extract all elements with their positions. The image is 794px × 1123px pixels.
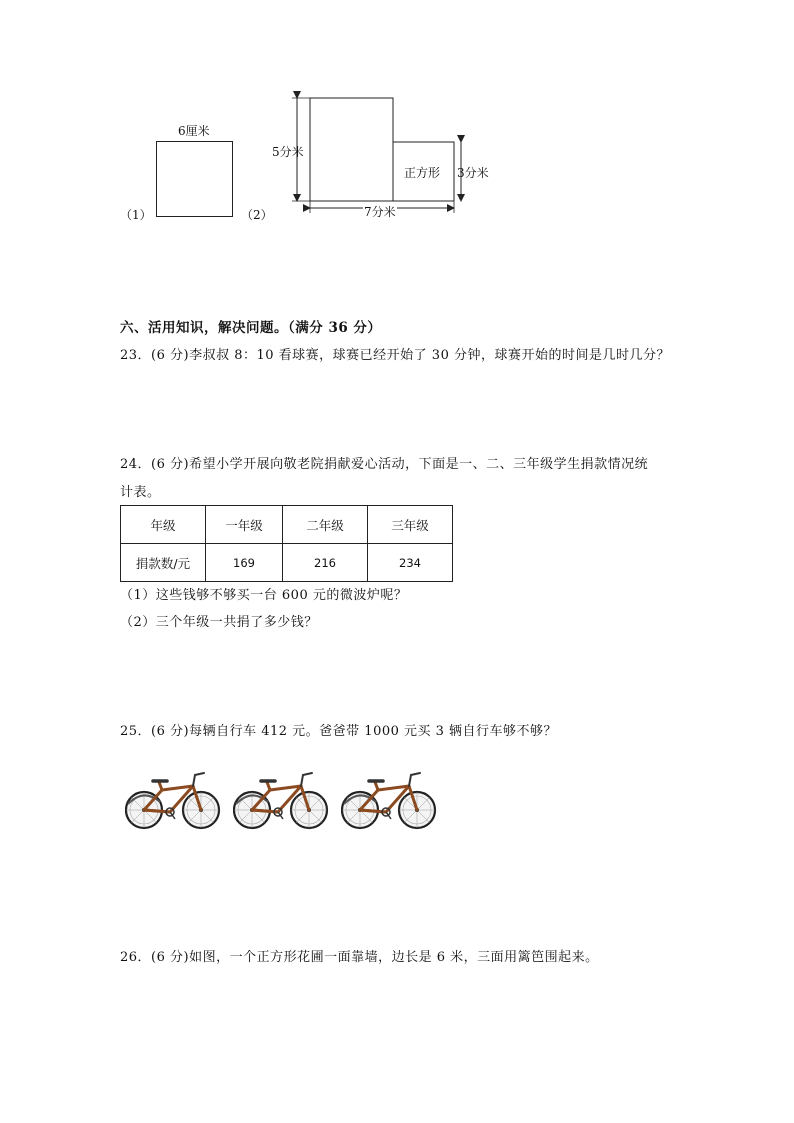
figure2-number: （2）: [241, 208, 273, 222]
donation-table: [120, 505, 453, 582]
table-header-cell: 一年级: [206, 506, 283, 544]
question-24-line2: 计表。: [120, 485, 161, 500]
figure2-right-label: 3分米: [457, 166, 489, 180]
section-heading: 六、活用知识，解决问题。（满分 36 分）: [120, 320, 382, 336]
table-cell: 捐款数/元: [121, 544, 206, 582]
figure2-rectangle: [310, 98, 393, 201]
figure2-square-label: 正方形: [404, 166, 441, 180]
question-23: 23．(6 分)李叔叔 8：10 看球赛，球赛已经开始了 30 分钟，球赛开始的时间是几时几分？: [120, 348, 670, 363]
bicycle-icon: [125, 766, 221, 832]
question-24-line1: 24．(6 分)希望小学开展向敬老院捐献爱心活动，下面是一、二、三年级学生捐款情况统: [120, 457, 649, 472]
figure1-top-label: 6厘米: [178, 124, 210, 138]
figure1-number: （1）: [120, 208, 152, 222]
bicycle-icon: [233, 766, 329, 832]
bicycle-icon: [341, 766, 437, 832]
table-header-row: [121, 506, 453, 544]
figure1-square: [156, 141, 233, 217]
question-24-sub2: （2）三个年级一共捐了多少钱？: [120, 615, 318, 630]
table-row: [121, 544, 453, 582]
question-26: 26．(6 分)如图，一个正方形花圃一面靠墙，边长是 6 米，三面用篱笆围起来。: [120, 950, 599, 965]
question-24-sub1: （1）这些钱够不够买一台 600 元的微波炉呢？: [120, 588, 408, 603]
table-cell: 216: [283, 544, 368, 582]
table-cell: 169: [206, 544, 283, 582]
table-header-cell: 年级: [121, 506, 206, 544]
table-header-cell: 三年级: [368, 506, 453, 544]
figure2-left-label: 5分米: [272, 145, 304, 159]
question-25: 25．(6 分)每辆自行车 412 元。爸爸带 1000 元买 3 辆自行车够不够？: [120, 724, 558, 739]
figure2-bottom-label: 7分米: [364, 205, 396, 219]
table-cell: 234: [368, 544, 453, 582]
table-header-cell: 二年级: [283, 506, 368, 544]
